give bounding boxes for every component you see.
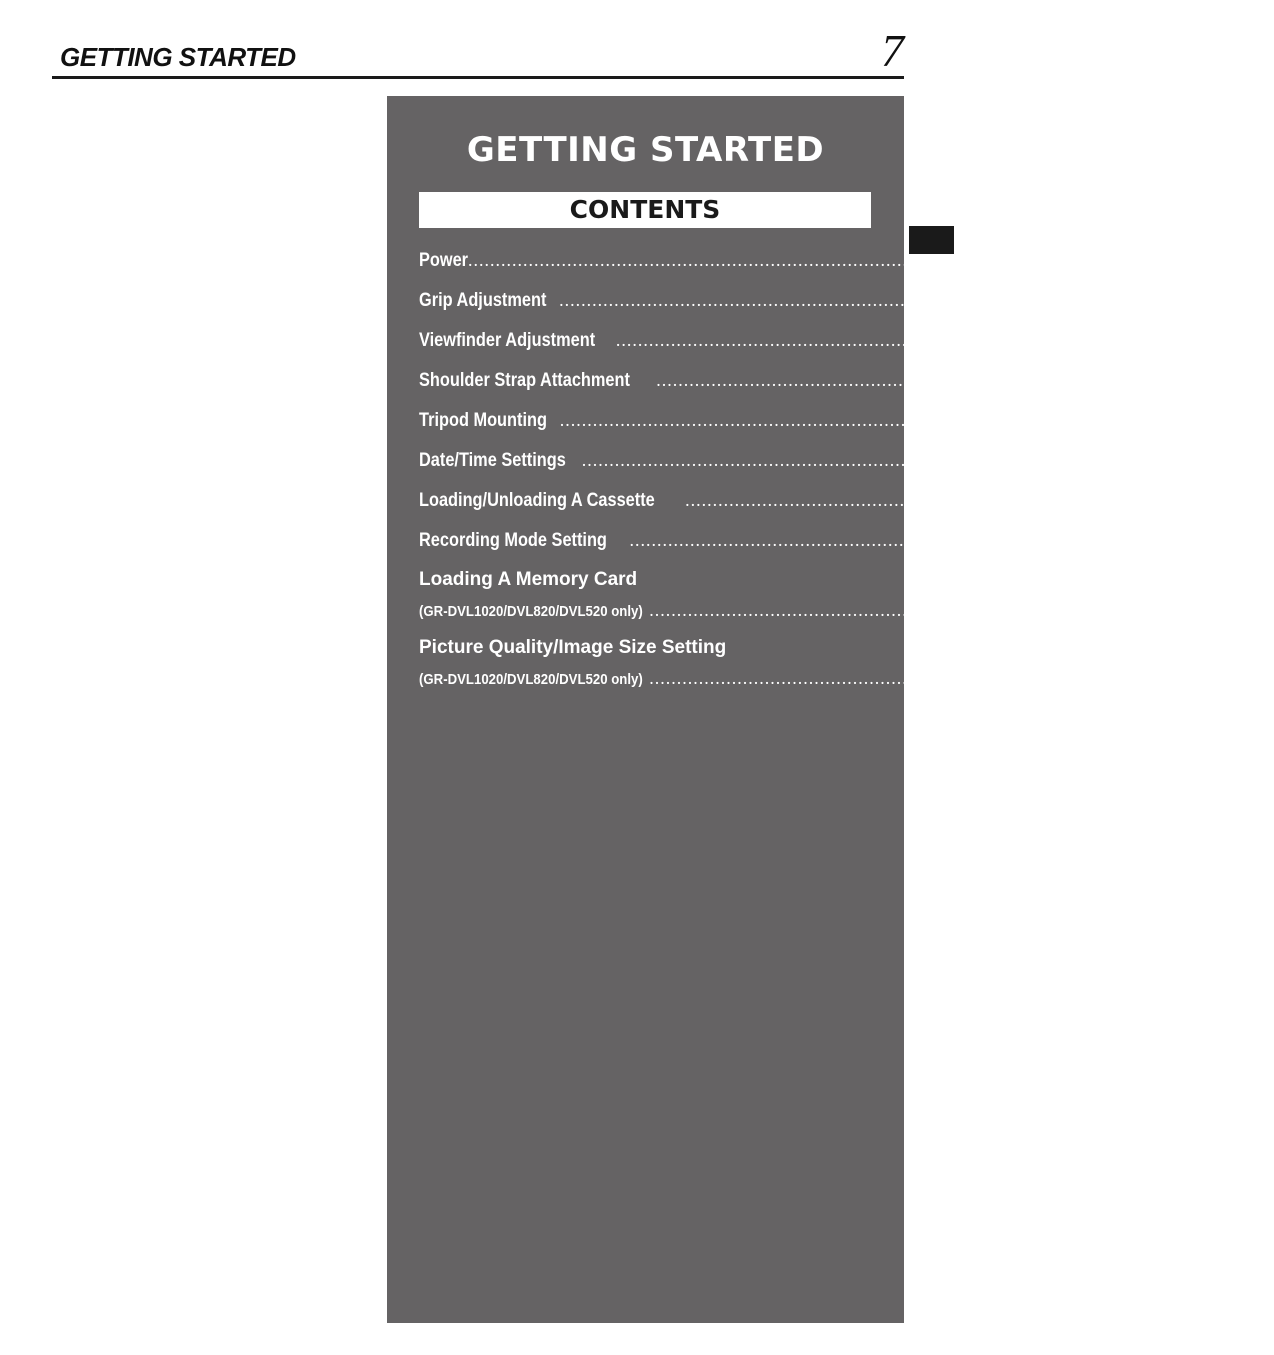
toc-label: Viewfinder Adjustment bbox=[419, 330, 596, 351]
toc-entry-memory-card[interactable] bbox=[419, 566, 1239, 622]
toc-page: 10 bbox=[1126, 286, 1149, 311]
toc-entry-date-time[interactable] bbox=[419, 446, 1170, 486]
toc-label: Loading A Memory Card bbox=[419, 569, 638, 590]
toc-label: Power bbox=[419, 250, 469, 271]
toc-label: Loading/Unloading A Cassette bbox=[419, 490, 655, 511]
toc-entry-viewfinder-adjustment[interactable] bbox=[419, 326, 1205, 366]
header-section-title: GETTING STARTED bbox=[60, 42, 296, 72]
toc-entry-recording-mode[interactable] bbox=[419, 526, 1219, 566]
toc-page: 8 – 9 bbox=[1035, 246, 1080, 271]
dot-leader: ...................................................................................................... bbox=[559, 290, 1121, 310]
toc-page: 14 bbox=[1216, 664, 1239, 689]
toc-page: 13 bbox=[1196, 526, 1219, 551]
dot-leader: ...................................................................................................... bbox=[649, 600, 1211, 620]
toc-page: 14 bbox=[1216, 596, 1239, 621]
dot-leader: ...................................................................................................... bbox=[649, 668, 1211, 688]
toc-entry-grip-adjustment[interactable] bbox=[419, 286, 1149, 326]
toc-label: Recording Mode Setting bbox=[419, 530, 607, 551]
toc-label: Date/Time Settings bbox=[419, 450, 566, 471]
header-rule bbox=[52, 76, 904, 79]
dot-leader: ...................................................................................................... bbox=[615, 330, 1177, 350]
page-number: 7 bbox=[881, 25, 904, 76]
toc-entry-tripod-mounting[interactable] bbox=[419, 406, 1149, 446]
toc-entry-shoulder-strap[interactable] bbox=[419, 366, 1246, 406]
contents-heading: CONTENTS bbox=[419, 192, 871, 228]
toc-page: 11 bbox=[1148, 446, 1170, 471]
table-of-contents bbox=[419, 246, 1274, 702]
dot-leader: ...................................................................................................... bbox=[581, 450, 1143, 470]
contents-panel bbox=[387, 96, 1274, 1323]
panel-title: GETTING STARTED bbox=[466, 130, 825, 170]
toc-sublabel: (GR-DVL1020/DVL820/DVL520 only) bbox=[419, 671, 643, 688]
toc-label: Grip Adjustment bbox=[419, 290, 547, 311]
dot-leader: ...................................................................................................... bbox=[656, 370, 1218, 390]
toc-entry-power[interactable] bbox=[419, 246, 1080, 286]
dot-leader: ...................................................................................................... bbox=[685, 490, 1247, 510]
toc-page: 10 bbox=[1126, 406, 1149, 431]
toc-label: Picture Quality/Image Size Setting bbox=[419, 637, 727, 658]
toc-label: Tripod Mounting bbox=[419, 410, 547, 431]
dot-leader: ...................................................................................................... bbox=[629, 530, 1191, 550]
toc-page: 12 bbox=[1252, 486, 1274, 511]
dot-leader: ...................................................................................................... bbox=[468, 250, 1030, 270]
toc-page: 10 bbox=[1182, 326, 1205, 351]
toc-sublabel: (GR-DVL1020/DVL820/DVL520 only) bbox=[419, 603, 643, 620]
toc-page: 10 bbox=[1223, 366, 1246, 391]
toc-entry-picture-quality[interactable] bbox=[419, 634, 1239, 690]
dot-leader: ...................................................................................................... bbox=[559, 410, 1121, 430]
toc-label: Shoulder Strap Attachment bbox=[419, 370, 630, 391]
toc-entry-cassette[interactable] bbox=[419, 486, 1274, 526]
